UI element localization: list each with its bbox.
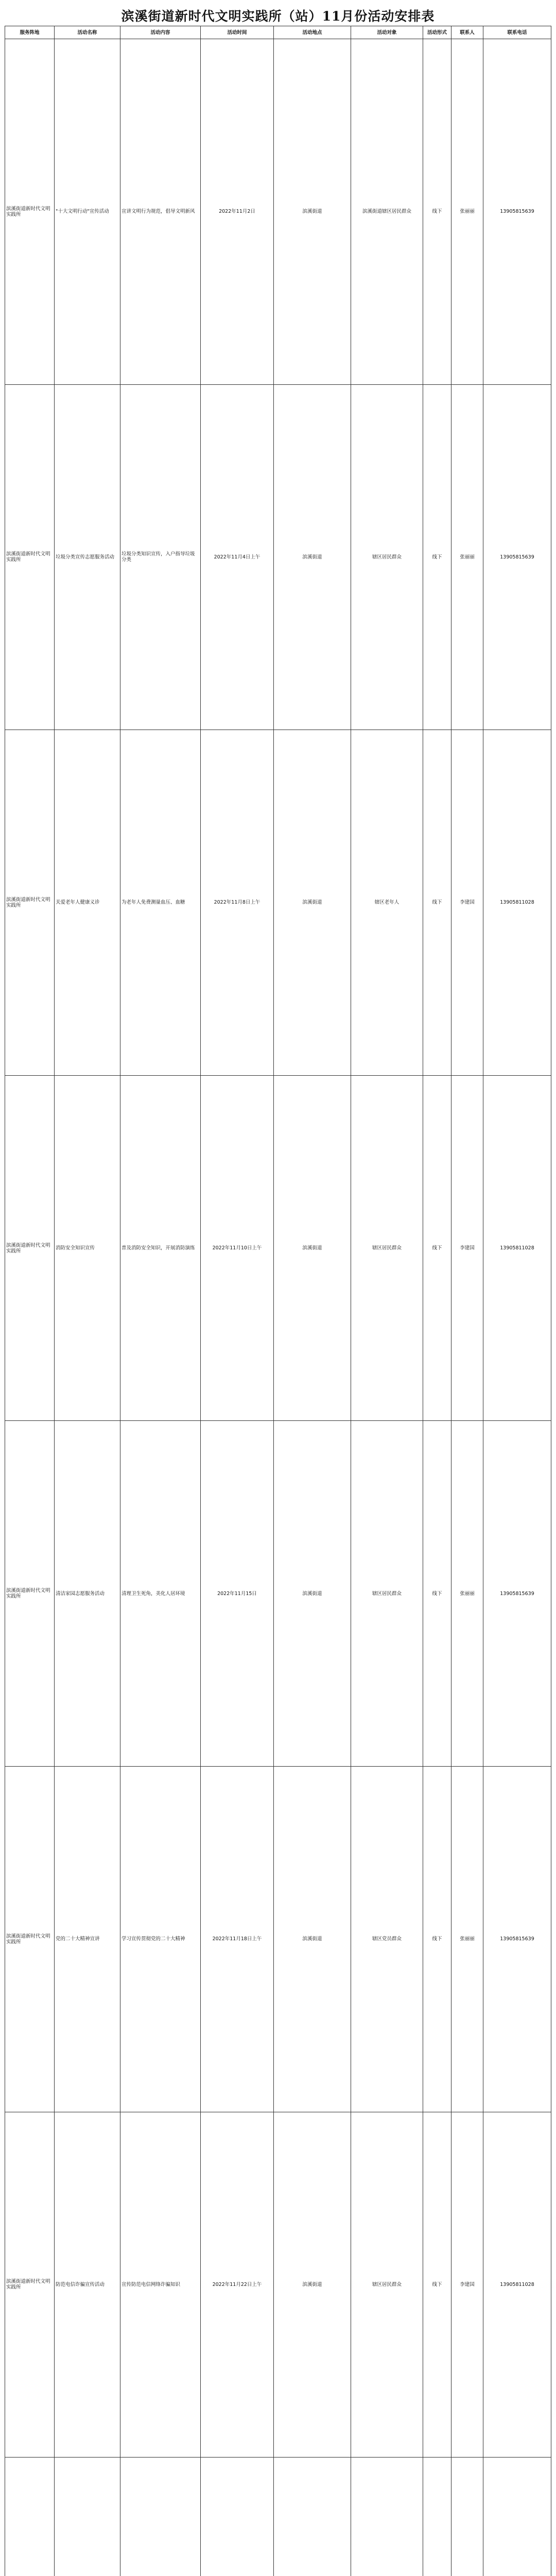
- header-cell: 活动时间: [201, 26, 274, 39]
- table-row: [5, 39, 551, 385]
- table-cell: 13905815639: [483, 384, 551, 730]
- table-cell: 线下: [423, 1075, 451, 1421]
- table-cell: 2022年11月15日: [201, 1421, 274, 1767]
- table-row: [5, 1421, 551, 1767]
- table-cell: 2022年11月2日: [201, 39, 274, 385]
- table-cell: [55, 2458, 120, 2576]
- header-cell: 活动名称: [55, 26, 120, 39]
- table-row: [5, 2458, 551, 2576]
- table-cell: 2022年11月4日上午: [201, 384, 274, 730]
- table-cell: 2022年11月8日上午: [201, 730, 274, 1076]
- table-cell: 为老年人免费测量血压、血糖: [120, 730, 201, 1076]
- table-cell: 辖区居民群众: [351, 1075, 423, 1421]
- table-cell: 滨溪街道新时代文明实践所: [5, 1075, 55, 1421]
- table-header-row: [5, 26, 551, 39]
- schedule-table-wrapper: [5, 26, 551, 2576]
- table-cell: 滨溪街道: [274, 2112, 351, 2458]
- header-cell: 活动地点: [274, 26, 351, 39]
- table-cell: 辖区居民群众: [351, 384, 423, 730]
- header-cell: 服务阵地: [5, 26, 55, 39]
- table-cell: 2022年11月22日上午: [201, 2112, 274, 2458]
- table-cell: 滨溪街道新时代文明实践所: [5, 1766, 55, 2112]
- table-cell: 滨溪街道辖区居民群众: [351, 39, 423, 385]
- table-cell: 滨溪街道新时代文明实践所: [5, 2112, 55, 2458]
- table-cell: [5, 2458, 55, 2576]
- table-cell: 滨溪街道: [274, 1421, 351, 1767]
- table-cell: 滨溪街道: [274, 1075, 351, 1421]
- table-cell: 13905815639: [483, 39, 551, 385]
- table-cell: 清理卫生死角，美化人居环境: [120, 1421, 201, 1767]
- header-cell: 活动内容: [120, 26, 201, 39]
- table-cell: 张丽丽: [451, 39, 483, 385]
- table-cell: 宣讲文明行为规范，倡导文明新风: [120, 39, 201, 385]
- table-cell: 防范电信诈骗宣传活动: [55, 2112, 120, 2458]
- header-cell: 活动对象: [351, 26, 423, 39]
- table-cell: 滨溪街道: [274, 384, 351, 730]
- table-cell: 13905811028: [483, 1075, 551, 1421]
- table-row: [5, 730, 551, 1076]
- table-row: [5, 1075, 551, 1421]
- table-cell: 宣传防范电信网络诈骗知识: [120, 2112, 201, 2458]
- table-cell: 消防安全知识宣传: [55, 1075, 120, 1421]
- schedule-table: [5, 26, 551, 2576]
- table-cell: 线下: [423, 39, 451, 385]
- table-cell: 13905811028: [483, 730, 551, 1076]
- table-cell: 滨溪街道新时代文明实践所: [5, 384, 55, 730]
- table-cell: [351, 2458, 423, 2576]
- table-row: [5, 384, 551, 730]
- table-cell: 滨溪街道: [274, 730, 351, 1076]
- header-cell: 联系电话: [483, 26, 551, 39]
- table-cell: [120, 2458, 201, 2576]
- table-cell: 辖区党员群众: [351, 1766, 423, 2112]
- table-cell: 滨溪街道新时代文明实践所: [5, 730, 55, 1076]
- table-cell: 2022年11月18日上午: [201, 1766, 274, 2112]
- table-cell: 清洁家园志愿服务活动: [55, 1421, 120, 1767]
- table-body: [5, 39, 551, 2576]
- table-cell: 李建国: [451, 2112, 483, 2458]
- table-cell: 13905811028: [483, 2112, 551, 2458]
- table-cell: 张丽丽: [451, 1421, 483, 1767]
- table-cell: 线下: [423, 730, 451, 1076]
- table-cell: 关爱老年人健康义诊: [55, 730, 120, 1076]
- table-cell: 滨溪街道新时代文明实践所: [5, 1421, 55, 1767]
- table-cell: 李建国: [451, 730, 483, 1076]
- table-cell: 垃圾分类宣传志愿服务活动: [55, 384, 120, 730]
- table-cell: 滨溪街道: [274, 1766, 351, 2112]
- page-title: 滨溪街道新时代文明实践所（站）11月份活动安排表: [121, 9, 435, 24]
- table-cell: 13905815639: [483, 1766, 551, 2112]
- table-row: [5, 2112, 551, 2458]
- header-cell: 活动形式: [423, 26, 451, 39]
- table-cell: 张丽丽: [451, 1766, 483, 2112]
- table-cell: [201, 2458, 274, 2576]
- table-cell: 辖区居民群众: [351, 1421, 423, 1767]
- table-cell: 学习宣传贯彻党的二十大精神: [120, 1766, 201, 2112]
- table-cell: 线下: [423, 384, 451, 730]
- table-cell: 普及消防安全知识，开展消防演练: [120, 1075, 201, 1421]
- table-cell: 线下: [423, 1766, 451, 2112]
- table-cell: "十大文明行动"宣传活动: [55, 39, 120, 385]
- table-cell: 线下: [423, 1421, 451, 1767]
- header-cell: 联系人: [451, 26, 483, 39]
- table-cell: 李建国: [451, 1075, 483, 1421]
- table-row: [5, 1766, 551, 2112]
- table-cell: 线下: [423, 2112, 451, 2458]
- table-cell: 张丽丽: [451, 384, 483, 730]
- table-cell: [423, 2458, 451, 2576]
- table-cell: 党的二十大精神宣讲: [55, 1766, 120, 2112]
- table-cell: 辖区居民群众: [351, 2112, 423, 2458]
- table-cell: [451, 2458, 483, 2576]
- table-cell: 2022年11月10日上午: [201, 1075, 274, 1421]
- table-cell: [483, 2458, 551, 2576]
- table-cell: [274, 2458, 351, 2576]
- table-cell: 辖区老年人: [351, 730, 423, 1076]
- table-cell: 垃圾分类知识宣传，入户指导垃圾分类: [120, 384, 201, 730]
- table-cell: 滨溪街道新时代文明实践所: [5, 39, 55, 385]
- table-cell: 13905815639: [483, 1421, 551, 1767]
- table-cell: 滨溪街道: [274, 39, 351, 385]
